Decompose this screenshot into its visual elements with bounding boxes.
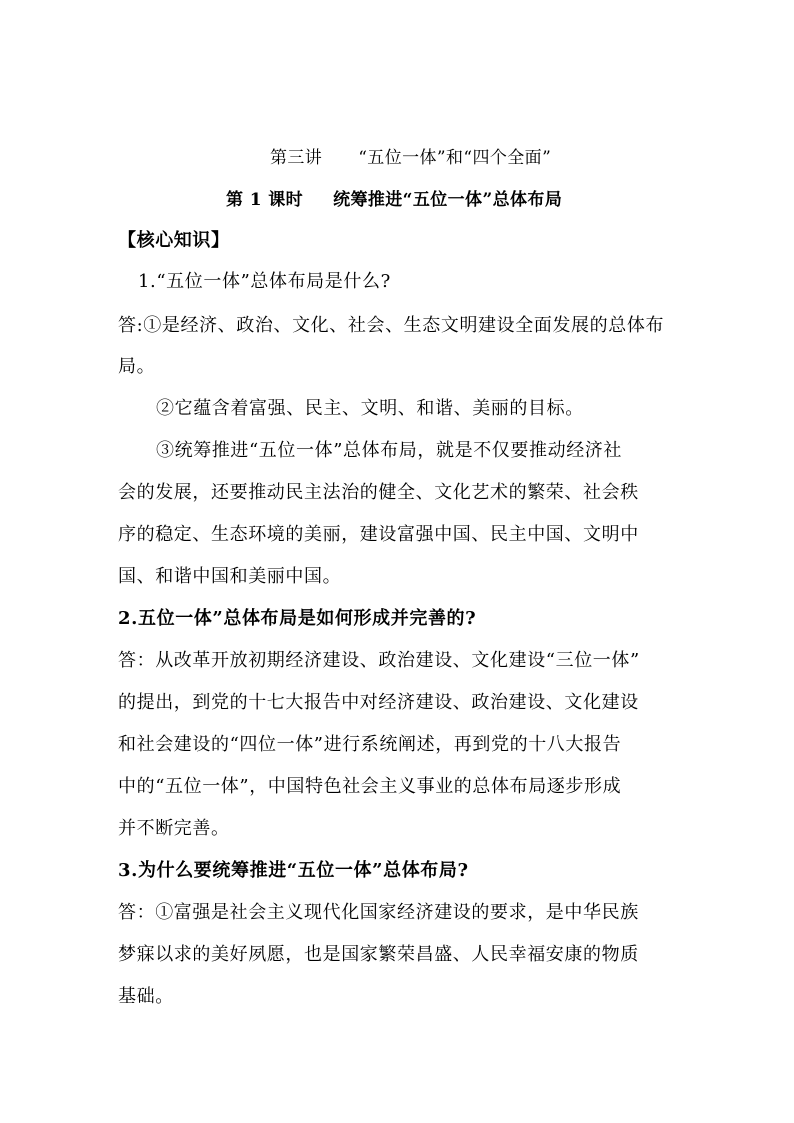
answer-line: 中的“五位一体”，中国特色社会主义事业的总体布局逐步形成 bbox=[118, 776, 622, 797]
question-3: 3.为什么要统筹推进“五位一体”总体布局? bbox=[118, 860, 469, 881]
question-2: 2.五位一体”总体布局是如何形成并完善的? bbox=[118, 608, 477, 629]
answer-line: 会的发展，还要推动民主法治的健全、文化艺术的繁荣、社会秩 bbox=[118, 482, 639, 503]
lesson-title bbox=[226, 188, 562, 212]
lesson-number: 第 1 课时 bbox=[226, 190, 304, 210]
answer-line: 梦寐以求的美好夙愿，也是国家繁荣昌盛、人民幸福安康的物质 bbox=[118, 944, 639, 965]
lecture-number: 第三讲 bbox=[270, 148, 323, 168]
section-heading: 【核心知识】 bbox=[118, 230, 230, 251]
answer-line: ②它蕴含着富强、民主、文明、和谐、美丽的目标。 bbox=[156, 398, 584, 419]
answer-line: 和社会建设的“四位一体”进行系统阐述，再到党的十八大报告 bbox=[118, 734, 622, 755]
answer-line: ③统筹推进“五位一体”总体布局，就是不仅要推动经济社 bbox=[156, 440, 623, 461]
answer-line: 序的稳定、生态环境的美丽，建设富强中国、民主中国、文明中 bbox=[118, 524, 639, 545]
answer-line: 答：从改革开放初期经济建设、政治建设、文化建设“三位一体” bbox=[118, 650, 640, 671]
answer-line: 国、和谐中国和美丽中国。 bbox=[118, 566, 342, 587]
lecture-title bbox=[270, 146, 551, 170]
answer-line: 答：①富强是社会主义现代化国家经济建设的要求，是中华民族 bbox=[118, 902, 639, 923]
answer-line: 并不断完善。 bbox=[118, 818, 230, 839]
question-1: 1.“五位一体”总体布局是什么? bbox=[138, 271, 391, 292]
answer-line: 的提出，到党的十七大报告中对经济建设、政治建设、文化建设 bbox=[118, 692, 639, 713]
answer-line: 基础。 bbox=[118, 986, 174, 1007]
lesson-topic: 统筹推进“五位一体”总体布局 bbox=[333, 190, 563, 210]
lecture-topic: “五位一体”和“四个全面” bbox=[358, 148, 552, 168]
answer-line: 局。 bbox=[118, 356, 156, 377]
answer-line: 答:①是经济、政治、文化、社会、生态文明建设全面发展的总体布 bbox=[118, 315, 665, 336]
